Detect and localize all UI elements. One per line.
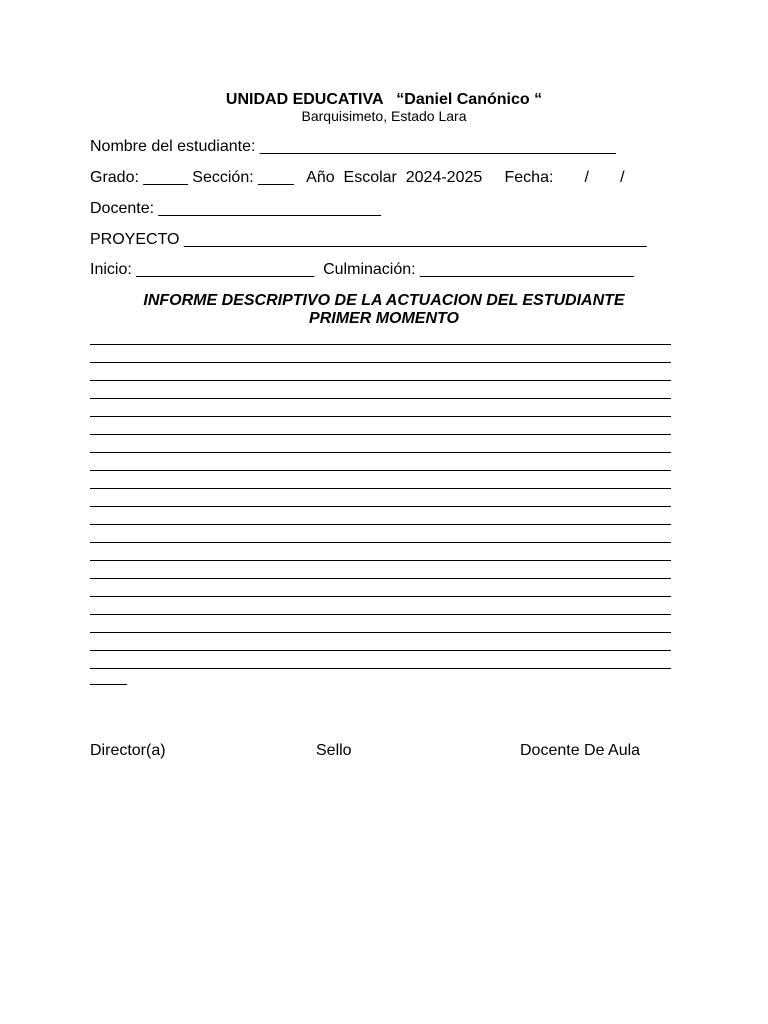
project-field: PROYECTO ____________________________________________________ — [90, 231, 647, 248]
writing-line — [90, 542, 671, 543]
writing-line — [90, 524, 671, 525]
grade-section-year-date-field: Grado: _____ Sección: ____ Año Escolar 2024-2025 Fecha: / / — [90, 169, 625, 186]
report-subtitle: PRIMER MOMENTO — [309, 310, 459, 327]
teacher-signature-label: Docente De Aula — [520, 742, 641, 759]
writing-line — [90, 668, 671, 669]
writing-line — [90, 614, 671, 615]
writing-line — [90, 488, 671, 489]
writing-line — [90, 578, 671, 579]
writing-line — [90, 560, 671, 561]
writing-line — [90, 380, 671, 381]
writing-line — [90, 452, 671, 453]
writing-line — [90, 632, 671, 633]
writing-line — [90, 434, 671, 435]
writing-line — [90, 470, 671, 471]
start-end-field: Inicio: ____________________ Culminación: ________________________ — [90, 261, 634, 278]
school-location: Barquisimeto, Estado Lara — [301, 108, 467, 124]
writing-line — [90, 596, 671, 597]
writing-line — [90, 344, 671, 345]
school-title: UNIDAD EDUCATIVA “Daniel Canónico “ — [225, 91, 543, 108]
writing-line — [90, 398, 671, 399]
student-name-field: Nombre del estudiante: ________________________________________ — [90, 138, 616, 155]
writing-line — [90, 362, 671, 363]
writing-line — [90, 650, 671, 651]
writing-line — [90, 506, 671, 507]
writing-line-end — [90, 684, 127, 685]
stamp-label: Sello — [316, 742, 352, 759]
report-title: INFORME DESCRIPTIVO DE LA ACTUACION DEL ESTUDIANTE — [143, 292, 625, 309]
director-signature-label: Director(a) — [90, 742, 166, 759]
teacher-field: Docente: _________________________ — [90, 200, 381, 217]
writing-line — [90, 416, 671, 417]
